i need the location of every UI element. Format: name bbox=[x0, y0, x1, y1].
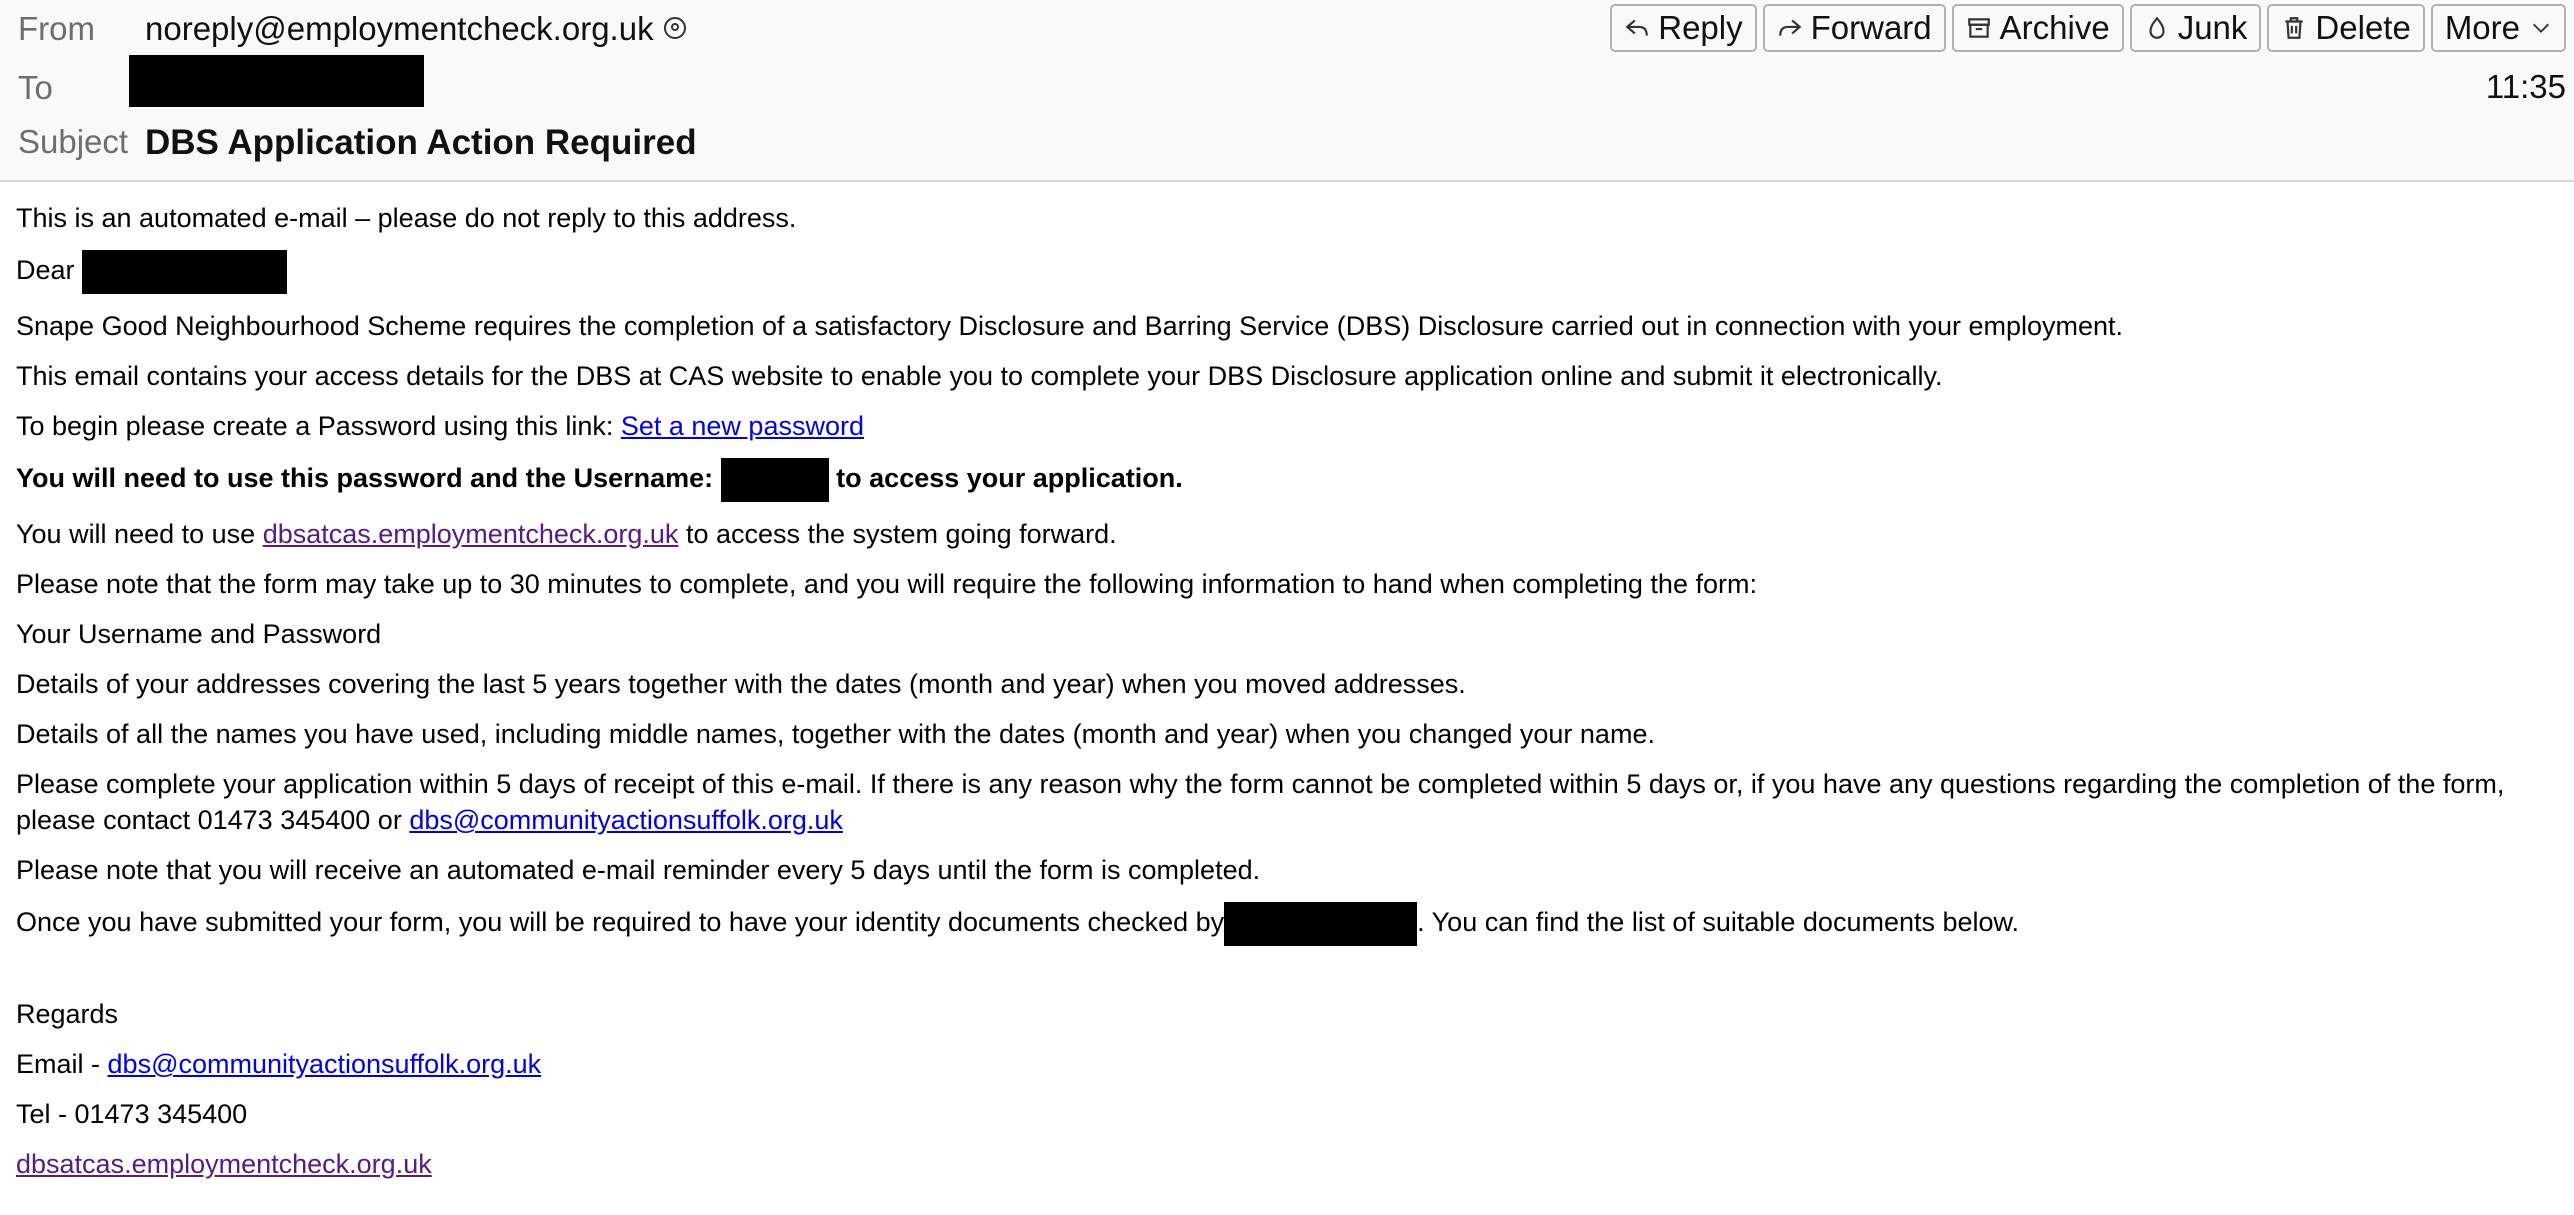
message-header bbox=[0, 0, 2574, 182]
reply-button[interactable] bbox=[1610, 4, 1756, 52]
more-button[interactable] bbox=[2431, 4, 2566, 52]
signature-tel: Tel - 01473 345400 bbox=[16, 1099, 248, 1129]
subject-value: DBS Application Action Required bbox=[145, 123, 697, 162]
paragraph-requirement: Snape Good Neighbourhood Scheme requires the completion of a satisfactory Disclosure and Barring Service (DBS) Disclosure carried out in connection with your employment. bbox=[16, 311, 2124, 341]
greeting-text: Dear bbox=[16, 255, 75, 286]
spacer bbox=[16, 960, 2558, 996]
sender-email[interactable]: noreply@employmentcheck.org.uk bbox=[145, 10, 654, 47]
identity-text-b: . You can find the list of suitable documents below. bbox=[1417, 907, 2020, 938]
reply-label: Reply bbox=[1658, 9, 1743, 46]
signature-site bbox=[16, 1146, 2558, 1182]
signature-site-link[interactable]: dbsatcas.employmentcheck.org.uk bbox=[16, 1149, 432, 1179]
junk-button[interactable] bbox=[2130, 4, 2262, 52]
username-redacted bbox=[721, 458, 829, 502]
identity-text-a: Once you have submitted your form, you will be required to have your identity documents checked by bbox=[16, 907, 1225, 938]
message-toolbar bbox=[1610, 4, 2566, 52]
forward-label: Forward bbox=[1810, 9, 1932, 46]
junk-label: Junk bbox=[2177, 9, 2248, 46]
dbsatcas-link[interactable]: dbsatcas.employmentcheck.org.uk bbox=[262, 519, 679, 549]
paragraph-credentials: Your Username and Password bbox=[16, 619, 382, 649]
more-label: More bbox=[2444, 9, 2520, 46]
paragraph-reminder: Please note that you will receive an automated e-mail reminder every 5 days until the form is completed. bbox=[16, 855, 1261, 885]
reply-icon bbox=[1624, 15, 1650, 41]
system-text-a: You will need to use bbox=[16, 519, 256, 549]
contact-email-link[interactable]: dbs@communityactionsuffolk.org.uk bbox=[409, 805, 843, 835]
message-time: 11:35 bbox=[2485, 68, 2566, 105]
signature-email-link[interactable]: dbs@communityactionsuffolk.org.uk bbox=[107, 1049, 542, 1079]
sender-address[interactable] bbox=[145, 10, 686, 48]
forward-button[interactable] bbox=[1763, 4, 1946, 52]
greeting bbox=[16, 250, 2558, 294]
trash-icon bbox=[2281, 15, 2307, 41]
archive-icon bbox=[1966, 15, 1992, 41]
system-text-b: to access the system going forward. bbox=[685, 519, 1117, 549]
checker-redacted bbox=[1224, 902, 1417, 946]
subject-label: Subject bbox=[18, 123, 129, 160]
paragraph-username bbox=[16, 458, 2558, 502]
username-text-b: to access your application. bbox=[836, 463, 1183, 494]
chevron-down-icon bbox=[2530, 17, 2552, 39]
signature-email bbox=[16, 1046, 2558, 1082]
email-label: Email - bbox=[16, 1049, 101, 1079]
deadline-text: Please complete your application within 5 days of receipt of this e-mail. If there is any reason why the form cannot be completed within 5 days or, if you have any questions regarding the completion of the form, please contact 01473 345400 or bbox=[16, 769, 2505, 835]
set-password-link[interactable]: Set a new password bbox=[620, 411, 864, 441]
delete-label: Delete bbox=[2315, 9, 2411, 46]
recipient-redacted bbox=[129, 55, 424, 107]
name-redacted bbox=[82, 250, 287, 294]
paragraph-system bbox=[16, 516, 2558, 552]
archive-label: Archive bbox=[1999, 9, 2110, 46]
message-body bbox=[0, 182, 2574, 1182]
automated-notice: This is an automated e-mail – please do not reply to this address. bbox=[16, 203, 797, 233]
paragraph-password bbox=[16, 408, 2558, 444]
contact-icon[interactable] bbox=[664, 17, 686, 39]
delete-button[interactable] bbox=[2267, 4, 2424, 52]
username-text-a: You will need to use this password and the Username: bbox=[16, 463, 714, 494]
password-text: To begin please create a Password using this link: bbox=[16, 411, 614, 441]
paragraph-time-note: Please note that the form may take up to 30 minutes to complete, and you will require the following information to hand when completing the form: bbox=[16, 569, 1757, 599]
paragraph-identity bbox=[16, 902, 2558, 946]
archive-button[interactable] bbox=[1952, 4, 2124, 52]
paragraph-deadline bbox=[16, 766, 2558, 838]
forward-icon bbox=[1777, 15, 1803, 41]
paragraph-names: Details of all the names you have used, including middle names, together with the dates (month and year) when you changed your name. bbox=[16, 719, 1655, 749]
to-label: To bbox=[18, 69, 53, 106]
paragraph-access-details: This email contains your access details for the DBS at CAS website to enable you to complete your DBS Disclosure application online and submit it electronically. bbox=[16, 361, 1943, 391]
from-label: From bbox=[18, 10, 95, 47]
paragraph-addresses: Details of your addresses covering the last 5 years together with the dates (month and year) when you moved addresses. bbox=[16, 669, 1466, 699]
regards: Regards bbox=[16, 999, 119, 1029]
junk-icon bbox=[2144, 15, 2170, 41]
